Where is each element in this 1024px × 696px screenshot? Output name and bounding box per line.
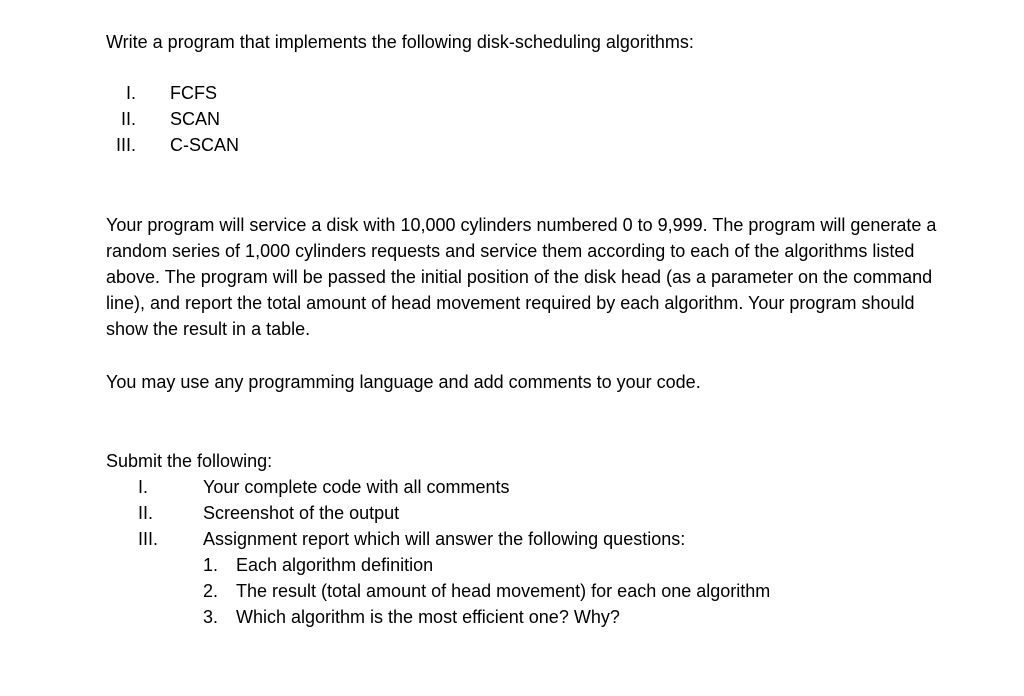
submit-title: Submit the following:: [106, 451, 273, 471]
question-item: Which algorithm is the most efficient one? Why?: [236, 607, 620, 627]
list-item: C-SCAN: [170, 135, 240, 155]
list-numeral: II.: [138, 503, 154, 523]
list-numeral: III.: [138, 529, 159, 549]
list-numeral: II.: [120, 109, 136, 129]
question-number: 3.: [203, 607, 219, 627]
question-item: The result (total amount of head movement) for each one algorithm: [236, 581, 771, 601]
list-item: Assignment report which will answer the following questions:: [203, 529, 686, 549]
question-number: 1.: [203, 555, 219, 575]
list-item: SCAN: [170, 109, 221, 129]
list-item: Your complete code with all comments: [203, 477, 510, 497]
list-numeral: I.: [125, 83, 136, 103]
list-numeral: III.: [115, 135, 136, 155]
description-paragraph: Your program will service a disk with 10,000 cylinders numbered 0 to 9,999. The program will generate a random series of 1,000 cylinders requests and service them according to each of the algorithms listed above. The program will be passed the initial position of the disk head (as a parameter on the command line), and report the total amount of head movement required by each algorithm. Your program should show the result in a table.: [106, 215, 937, 339]
list-item: Screenshot of the output: [203, 503, 400, 523]
question-item: Each algorithm definition: [236, 555, 434, 575]
heading: Write a program that implements the following disk-scheduling algorithms:: [106, 32, 694, 52]
list-item: FCFS: [170, 83, 217, 103]
question-number: 2.: [203, 581, 219, 601]
language-note: You may use any programming language and add comments to your code.: [106, 372, 701, 392]
list-numeral: I.: [138, 477, 149, 497]
